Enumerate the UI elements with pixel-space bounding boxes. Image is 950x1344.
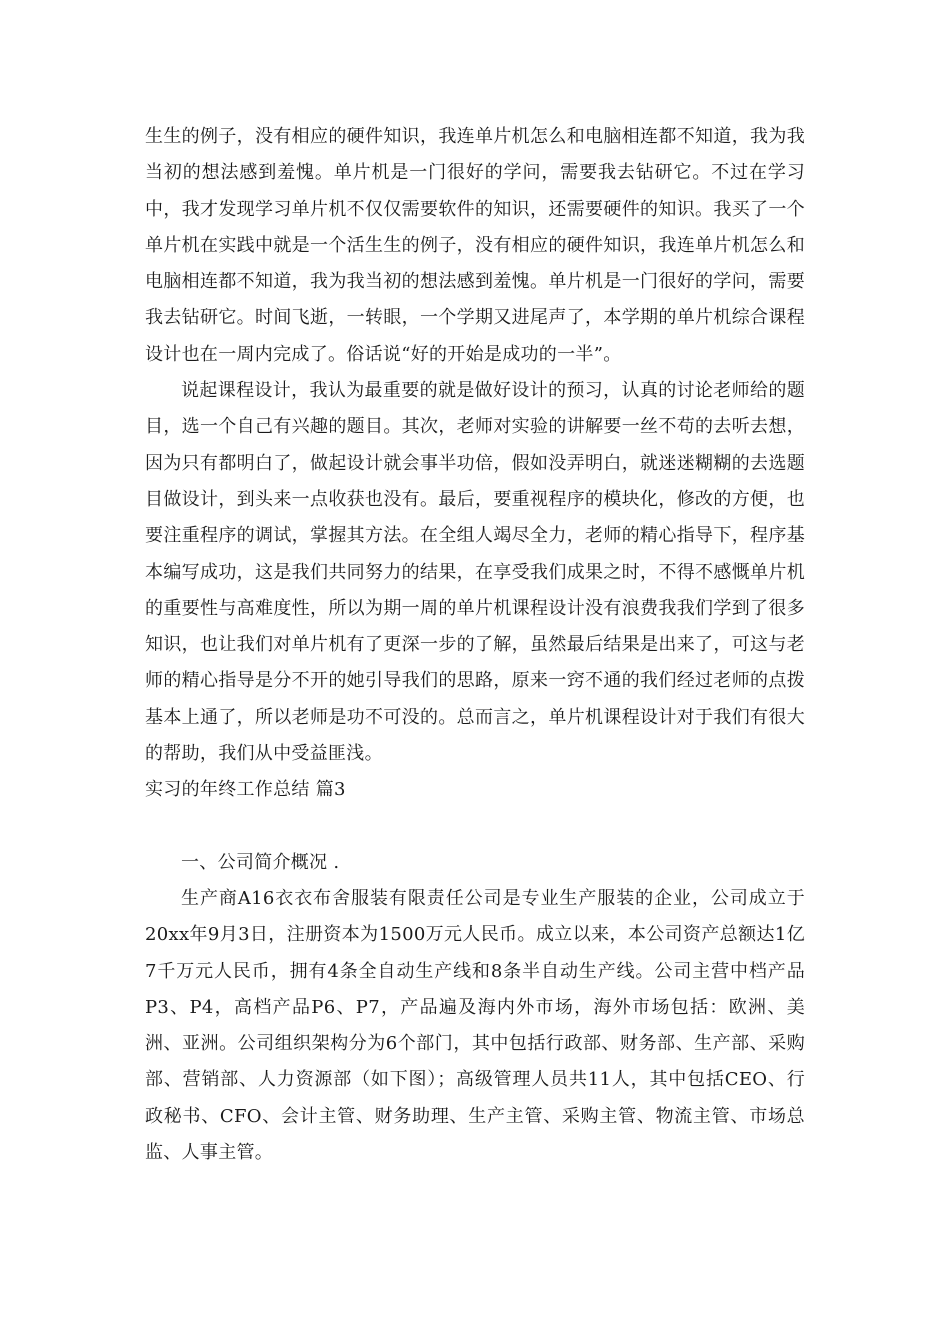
paragraph-company-intro: 生产商A16衣衣布舍服装有限责任公司是专业生产服装的企业，公司成立于20xx年9月3日，注册资本为1500万元人民币。成立以来，本公司资产总额达1亿7千万元人民币，拥有4条全自动生产线和8条半自动生产线。公司主营中档产品P3、P4，高档产品P6、P7，产品遍及海内外市场，海外市场包括：欧洲、美洲、亚洲。公司组织架构分为6个部门，其中包括行政部、财务部、生产部、采购部、营销部、人力资源部（如下图）；高级管理人员共11人，其中包括CEO、行政秘书、CFO、会计主管、财务助理、生产主管、采购主管、物流主管、市场总监、人事主管。 [145, 887, 805, 1164]
paragraph-continued: 生生的例子，没有相应的硬件知识，我连单片机怎么和电脑相连都不知道，我为我当初的想法感到羞愧。单片机是一门很好的学问，需要我去钻研它。不过在学习中，我才发现学习单片机不仅仅需要软件的知识，还需要硬件的知识。我买了一个单片机在实践中就是一个活生生的例子，没有相应的硬件知识，我连单片机怎么和电脑相连都不知道，我为我当初的想法感到羞愧。单片机是一门很好的学问，需要我去钻研它。时间飞逝，一转眼，一个学期又进尾声了，本学期的单片机综合课程设计也在一周内完成了。俗话说“好的开始是成功的一半”。 [145, 126, 805, 365]
section-title: 实习的年终工作总结 篇3 [145, 779, 346, 801]
document-body [145, 119, 805, 1171]
blank-line [145, 809, 805, 845]
subheading-company-overview: 一、公司简介概况 . [181, 851, 340, 873]
paragraph-course-design: 说起课程设计，我认为最重要的就是做好设计的预习，认真的讨论老师给的题目，选一个自己有兴趣的题目。其次，老师对实验的讲解要一丝不苟的去听去想，因为只有都明白了，做起设计就会事半功倍，假如没弄明白，就迷迷糊糊的去选题目做设计，到头来一点收获也没有。最后，要重视程序的模块化，修改的方便，也要注重程序的调试，掌握其方法。在全组人竭尽全力，老师的精心指导下，程序基本编写成功，这是我们共同努力的结果，在享受我们成果之时，不得不感慨单片机的重要性与高难度性，所以为期一周的单片机课程设计没有浪费我我们学到了很多知识，也让我们对单片机有了更深一步的了解，虽然最后结果是出来了，可这与老师的精心指导是分不开的她引导我们的思路，原来一窍不通的我们经过老师的点拨基本上通了，所以老师是功不可没的。总而言之，单片机课程设计对于我们有很大的帮助，我们从中受益匪浅。 [145, 380, 805, 765]
